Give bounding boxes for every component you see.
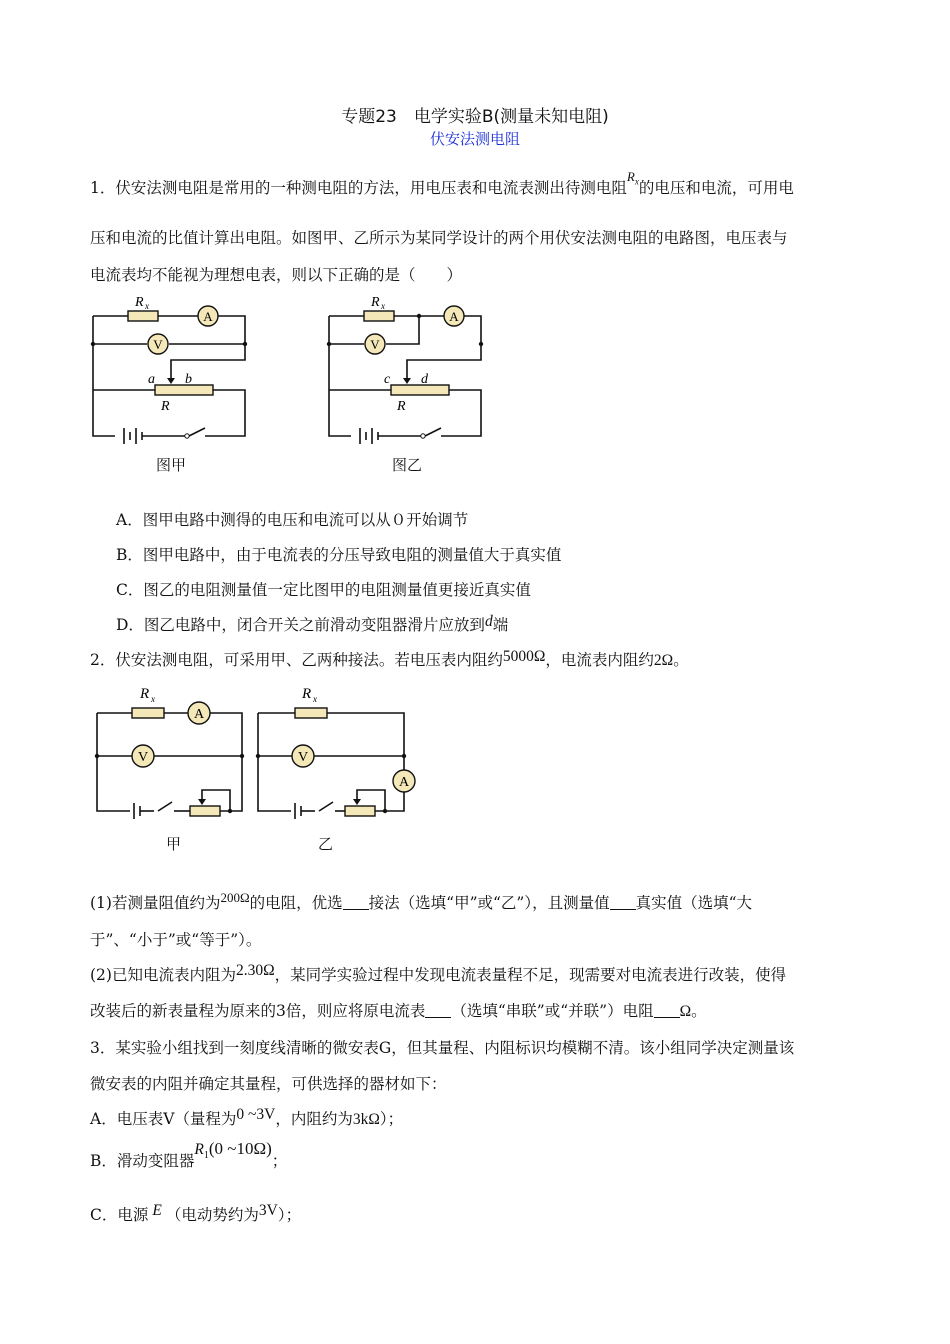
svg-text:A: A bbox=[398, 775, 410, 790]
svg-text:x: x bbox=[151, 694, 155, 704]
q2-circuit-figures bbox=[92, 680, 422, 820]
answer-blank[interactable] bbox=[343, 895, 369, 910]
answer-blank[interactable] bbox=[654, 1003, 680, 1018]
svg-text:b: b bbox=[185, 372, 192, 387]
svg-text:V: V bbox=[370, 337, 380, 352]
q1-stem-line1: 1．伏安法测电阻是常用的一种测电阻的方法，用电压表和电流表测出待测电阻$^{R_x}$的电压和电流，可用电 bbox=[90, 169, 794, 197]
svg-text:V: V bbox=[137, 750, 149, 765]
slider-arrow-icon bbox=[403, 378, 411, 384]
q2-part1-line1: (1)若测量阻值约为$^{200\Omega}$的电阻，优选 接法（选填“甲”或“乙”），且测量值 真实值（选填“大 bbox=[90, 890, 753, 912]
page-title: 专题23 电学实验B(测量未知电阻) bbox=[341, 107, 609, 127]
q1-fig-caption-right: 图乙 bbox=[392, 456, 423, 474]
svg-text:R: R bbox=[302, 686, 312, 702]
q3-stem-line2: 微安表的内阻并确定其量程，可供选择的器材如下： bbox=[90, 1075, 447, 1093]
answer-blank[interactable] bbox=[425, 1003, 451, 1018]
q3-option-c: C．电源 E （电动势约为3V）； bbox=[90, 1202, 302, 1224]
rx-resistor-left bbox=[128, 311, 158, 321]
svg-text:c: c bbox=[384, 372, 391, 387]
svg-text:x: x bbox=[313, 694, 317, 704]
q2-stem: 2．伏安法测电阻，可采用甲、乙两种接法。若电压表内阻约5000Ω，电流表内阻约2Ω。 bbox=[90, 648, 689, 669]
q1-option-d: D．图乙电路中，闭合开关之前滑动变阻器滑片应放到d端 bbox=[116, 613, 509, 634]
svg-text:A: A bbox=[193, 707, 205, 722]
svg-text:R: R bbox=[140, 686, 150, 702]
q2-fig-caption-left: 甲 bbox=[166, 835, 182, 853]
answer-blank[interactable] bbox=[610, 895, 636, 910]
q3-option-b: B．滑动变阻器$R_1(0$ ~10Ω)； bbox=[90, 1139, 288, 1170]
svg-text:R: R bbox=[371, 295, 380, 310]
svg-text:a: a bbox=[148, 372, 155, 387]
q1-fig-caption-left: 图甲 bbox=[156, 456, 187, 474]
slider-arrow-icon bbox=[167, 378, 175, 384]
q1-option-c: C．图乙的电阻测量值一定比图甲的电阻测量值更接近真实值 bbox=[116, 581, 531, 599]
q1-option-a: A．图甲电路中测得的电压和电流可以从０开始调节 bbox=[116, 511, 469, 529]
q2-part2-line1: (2)已知电流表内阻为2.30Ω，某同学实验过程中发现电流表量程不足，现需要对电流表进行改装，使得 bbox=[90, 962, 787, 984]
svg-text:x: x bbox=[381, 301, 385, 311]
q1-circuit-figures bbox=[85, 288, 505, 448]
svg-text:V: V bbox=[153, 337, 163, 352]
svg-text:x: x bbox=[145, 301, 149, 311]
svg-text:R: R bbox=[161, 399, 170, 414]
q1-option-b: B．图甲电路中，由于电流表的分压导致电阻的测量值大于真实值 bbox=[116, 546, 562, 564]
q1-stem-line2: 压和电流的比值计算出电阻。如图甲、乙所示为某同学设计的两个用伏安法测电阻的电路图，电压表与 bbox=[90, 229, 788, 247]
q2-fig-caption-right: 乙 bbox=[318, 835, 334, 853]
page-subtitle: 伏安法测电阻 bbox=[429, 130, 520, 148]
svg-text:R: R bbox=[135, 295, 144, 310]
rx-symbol: Rx bbox=[626, 169, 639, 187]
svg-text:R: R bbox=[397, 399, 406, 414]
svg-text:d: d bbox=[421, 372, 428, 387]
q3-stem-line1: 3．某实验小组找到一刻度线清晰的微安表G，但其量程、内阻标识均模糊不清。该小组同学决定测量该 bbox=[90, 1039, 795, 1057]
rheostat-right bbox=[391, 385, 449, 395]
q2-part2-line2: 改装后的新表量程为原来的3倍，则应将原电流表 （选填“串联”或“并联”）电阻 Ω。 bbox=[90, 1002, 707, 1020]
rx-resistor-right bbox=[364, 311, 394, 321]
svg-text:V: V bbox=[297, 750, 309, 765]
svg-text:A: A bbox=[449, 309, 459, 324]
q2-part1-line2: 于”、“小于”或“等于”）。 bbox=[90, 931, 262, 949]
svg-text:A: A bbox=[203, 309, 213, 324]
rheostat-left bbox=[155, 385, 213, 395]
q1-stem-line3: 电流表均不能视为理想电表，则以下正确的是（ ） bbox=[90, 266, 463, 284]
q3-option-a: A．电压表V（量程为0 ~3V，内阻约为3kΩ）； bbox=[90, 1106, 404, 1128]
